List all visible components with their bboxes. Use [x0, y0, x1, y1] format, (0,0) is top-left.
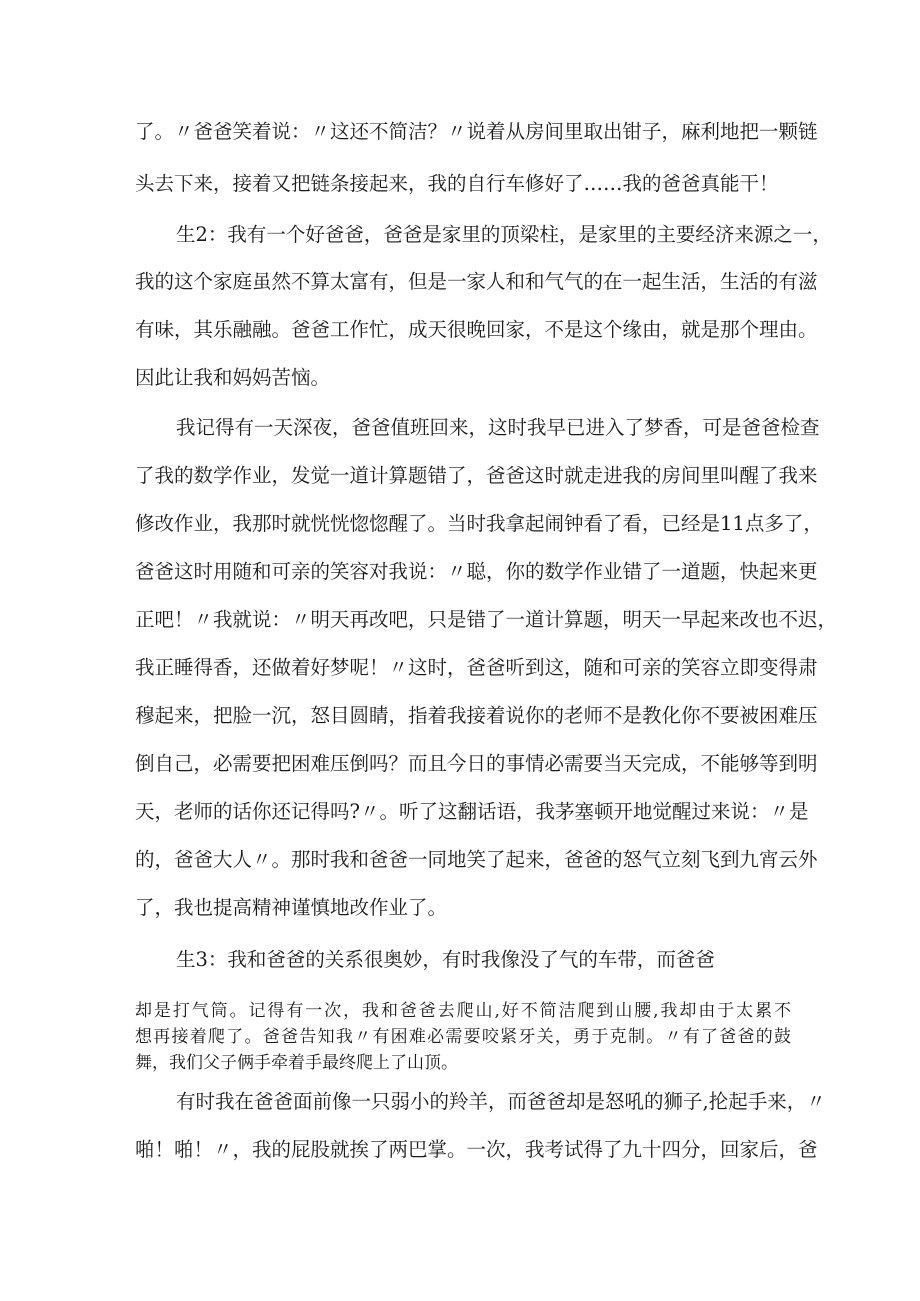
text-line: 生2：我有一个好爸爸，爸爸是家里的顶梁柱，是家里的主要经济来源之一， [176, 223, 832, 246]
text-line: 了我的数学作业，发觉一道计算题错了，爸爸这时就走进我的房间里叫醒了我来 [135, 464, 818, 487]
text-line: 有时我在爸爸面前像一只弱小的羚羊，而爸爸却是怒吼的狮子,抡起手来，〃 [176, 1090, 826, 1113]
text-line: 修改作业，我那时就恍恍惚惚醒了。当时我拿起闹钟看了看，已经是11点多了， [135, 512, 823, 535]
text-line: 倒自己，必需要把困难压倒吗？而且今日的事情必需要当天完成，不能够等到明 [135, 752, 818, 775]
text-line: 爸爸这时用随和可亲的笑容对我说：〃聪，你的数学作业错了一道题，快起来更 [135, 560, 818, 583]
text-line: 生3：我和爸爸的关系很奥妙，有时我像没了气的车带，而爸爸 [176, 948, 715, 971]
text-line: 却是打气筒。记得有一次，我和爸爸去爬山,好不简洁爬到山腰,我却由于太累不 [135, 1001, 791, 1021]
text-line: 正吧！〃我就说：〃明天再改吧，只是错了一道计算题，明天一早起来改也不迟， [135, 608, 838, 631]
text-line: 的，爸爸大人〃。那时我和爸爸一同地笑了起来，爸爸的怒气立刻飞到九宵云外 [135, 848, 818, 871]
text-line: 头去下来，接着又把链条接起来，我的自行车修好了……我的爸爸真能干！ [135, 172, 779, 195]
text-line: 了。〃爸爸笑着说：〃这还不简洁？〃说着从房间里取出钳子，麻利地把一颗链 [135, 120, 818, 143]
text-line: 有味，其乐融融。爸爸工作忙，成天很晚回家，不是这个缘由，就是那个理由。 [135, 318, 818, 341]
text-line: 想再接着爬了。爸爸告知我〃有困难必需要咬紧牙关，勇于克制。〃有了爸爸的鼓 [135, 1027, 791, 1047]
text-line: 我的这个家庭虽然不算太富有，但是一家人和和气气的在一起生活，生活的有滋 [135, 270, 818, 293]
text-line: 啪！啪！〃，我的屁股就挨了两巴掌。一次，我考试得了九十四分，回家后，爸 [135, 1138, 818, 1161]
text-line: 舞，我们父子俩手牵着手最终爬上了山顶。 [135, 1053, 458, 1073]
text-line: 我记得有一天深夜，爸爸值班回来，这时我早已进入了梦香，可是爸爸检查 [176, 416, 820, 439]
text-line: 了，我也提高精神谨慎地改作业了。 [135, 896, 448, 919]
text-line: 穆起来，把脸一沉，怒目圆睛，指着我接着说你的老师不是教化你不要被困难压 [135, 704, 818, 727]
text-line: 我正睡得香，还做着好梦呢！〃这时，爸爸听到这，随和可亲的笑容立即变得肃 [135, 656, 818, 679]
text-line: 天，老师的话你还记得吗?〃。听了这翻话语，我茅塞顿开地觉醒过来说：〃是 [135, 800, 809, 823]
text-line: 因此让我和妈妈苦恼。 [135, 366, 331, 389]
